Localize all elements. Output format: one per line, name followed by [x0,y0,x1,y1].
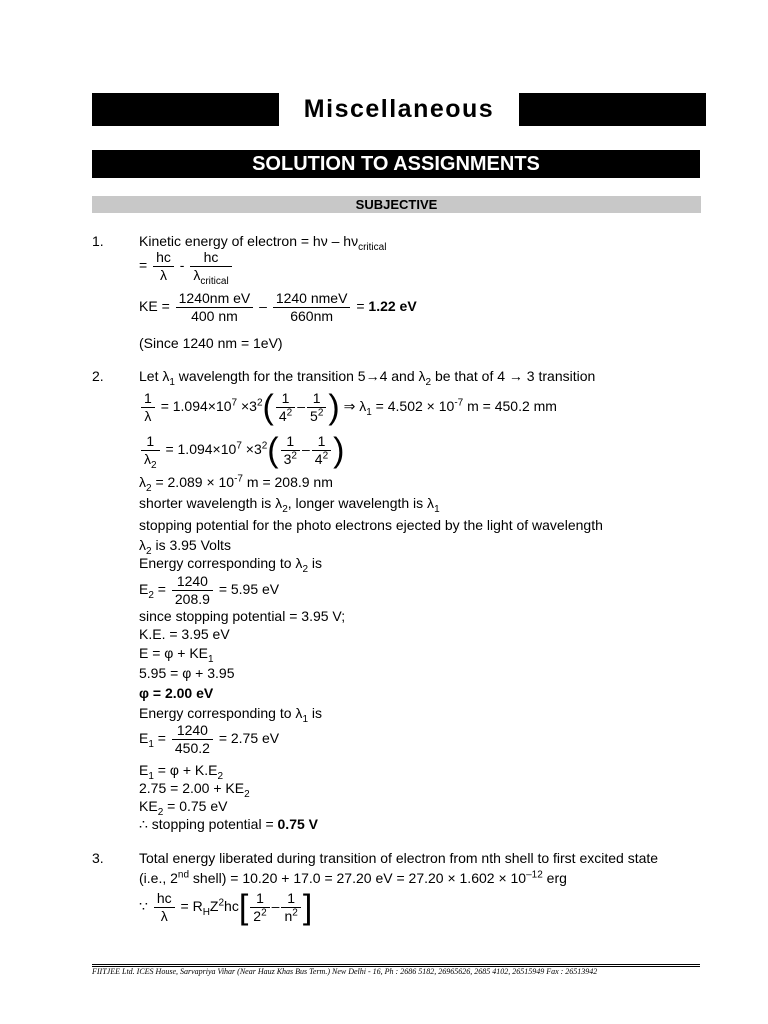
q2-formula-1: $\frac{1}{\lambda}$ = $1.094\times 10^7 \times 3^2$( $\frac{1}{4^2}$ – $\frac{1}{5^2}$ ) ⇒ $\lambda_1 = 4.502 \times 10^{-7}$ m = 450.2 mm [139,390,557,425]
q1-note: (Since 1240 nm = 1eV) [139,335,283,351]
q2-line-10: since stopping potential = 3.95 V; [139,608,346,624]
q2-line-17: $E_1 = \varphi + K.E_2$ [139,762,224,782]
q1-formula-1: = $\frac{hc}{\lambda}$ - $\frac{hc}{\lambda_{critical}}$ [139,249,234,284]
q2-formula-2: $\frac{1}{\lambda_2}$ = $1.094\times 10^7 \times 3^2$( $\frac{1}{3^2}$ – $\frac{1}{4^2}$ ) [139,433,344,468]
q2-line-5: shorter wavelength is $\lambda_2$, longer wavelength is $\lambda_1$ [139,495,440,515]
solution-banner: SOLUTION TO ASSIGNMENTS [92,150,700,178]
q2-line-7: $\lambda_2$ is 3.95 Volts [139,537,231,557]
q2-line-1: Let $\lambda_1$ wavelength for the transition 5→4 and $\lambda_2$ be that of 4 → 3 transition [139,368,596,388]
q3-formula: ∵ $\frac{hc}{\lambda}$ = $R_HZ^2hc$[ $\frac{1}{2^2}$ – $\frac{1}{n^2}$ ] [139,888,313,927]
q2-number: 2. [92,368,104,384]
q2-energy-1: $E_1$ = $\frac{1240}{450.2}$ = 2.75 eV [139,722,280,756]
q2-line-13: 5.95 = φ + 3.95 [139,665,235,681]
q2-line-14: φ = 2.00 eV [139,685,214,701]
footer-address: FIITJEE Ltd. ICES House, Sarvapriya Vihar (Near Hauz Khas Bus Term.) New Delhi - 16, Ph : 2686 5182, 26965626, 2685 4102, 26515949 Fax : 26513942 [92,967,598,976]
q3-number: 3. [92,850,104,866]
q2-line-6: stopping potential for the photo electrons ejected by the light of wavelength [139,517,603,533]
q2-line-12: $E = \varphi + KE_1$ [139,645,214,665]
q2-line-8: Energy corresponding to $\lambda_2$ is [139,555,322,575]
q1-formula-2: KE = $\frac{\text{1240nm eV}}{400 nm}$ – $\frac{\text{1240 nmeV}}{660nm}$ = 1.22 eV [139,290,417,324]
q2-line-11: K.E. = 3.95 eV [139,626,230,642]
q2-energy-2: $E_2$ = $\frac{1240}{208.9}$ = 5.95 eV [139,573,280,607]
q2-line-18: $2.75 = 2.00 + KE_2$ [139,780,250,800]
footer-rule-top [92,964,700,965]
page-title: Miscellaneous [279,93,519,126]
q1-number: 1. [92,233,104,249]
q2-line-4: $\lambda_2 = 2.089 \times 10^{-7}$ m = 208.9 nm [139,473,333,494]
q2-line-15: Energy corresponding to $\lambda_1$ is [139,705,322,725]
q1-line-1: Kinetic energy of electron = hν – $h\nu_{critical}$ [139,233,387,253]
q3-line-1: Total energy liberated during transition of electron from nth shell to first excited state [139,850,659,866]
q2-line-20: ∴ stopping potential = 0.75 V [139,816,318,832]
q3-line-2: (i.e., 2nd shell) = 10.20 + 17.0 = 27.20 eV = $27.20 \times 1.602 \times 10^{-12}$ erg [139,869,567,886]
section-heading: SUBJECTIVE [92,196,701,213]
q2-line-19: $KE_2 = 0.75$ eV [139,798,228,818]
